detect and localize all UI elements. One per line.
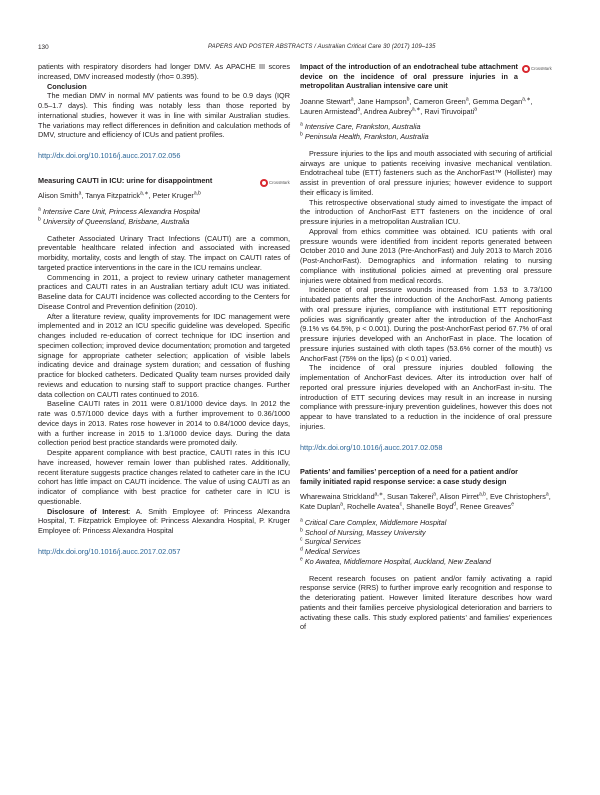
affiliation: $^e$ Ko Awatea, Middlemore Hospital, Auckland, New Zealand <box>300 556 492 566</box>
affiliation: $^a$ Intensive Care Unit, Princess Alexandra Hospital <box>38 206 200 217</box>
affiliation: $^b$ Peninsula Health, Frankston, Australia <box>300 131 429 142</box>
crossmark-badge[interactable] <box>522 64 552 74</box>
author: Peter Kruger <box>152 191 194 201</box>
body-paragraph: Recent research focuses on patient and/or family activating a rapid response service (RRS) to further improve early recognition and response to the deteriorating patient. However limited literature describes how ward patients and their families perceive physiological deterioration and barriers to activating these calls. This study explored patients’ and families’ experiences of <box>300 573 552 632</box>
conclusion-text: The median DMV in normal MV patients was found to be 0.9 days (IQR 0.5–1.7 days). This finding was notably less than those reported by international studies, however it was in line with similar Australian studies. The variations may reflect differences in definition and calculation methods of DMV, structure and efficiency of ICUs and patient profiles. <box>38 91 290 140</box>
article-header-rrs <box>300 467 552 486</box>
body-paragraph: Baseline CAUTI rates in 2011 were 0.81/1000 device days. In 2012 the rate was 0.57/1000 device days with a further improvement to 0.36/1000 device days in 2013. Rates rose however in 2014 to 0.84/1000 device days, with a further increase in 2015 to 1.3/1000 device days. During the data collection period best practice standards were promoted daily. <box>38 399 290 448</box>
page-header <box>38 44 562 54</box>
affiliations-rrs <box>300 518 552 567</box>
right-column <box>300 62 552 632</box>
page-number: 130 <box>38 44 49 51</box>
crossmark-label: CrossMark <box>531 66 552 72</box>
body-paragraph: Despite apparent compliance with best practice, CAUTI rates in this ICU have increased, however remain lower than published rates. Additionally, recent literature suggests practice changes related to catheter care in the ICU cohort has little impact on CAUTI incidence. The value of using CAUTI as an indicator of compliance with best practice for catheter care in ICU is questionable. <box>38 448 290 506</box>
article-title-cauti: Measuring CAUTI in ICU: urine for disappointment <box>38 175 213 185</box>
affiliation: $^a$ Critical Care Complex, Middlemore Hospital <box>300 517 447 527</box>
body-paragraph: Pressure injuries to the lips and mouth associated with securing of artificial airways are unique to patients receiving invasive mechanical ventilation. Endotracheal tube (ETT) fasteners such as the AnchorFast™ (Hollister) may assist in prevention of oral pressure injuries; however evidence to support their efficacy is limited. <box>300 148 552 197</box>
affiliation: $^d$ Medical Services <box>300 546 360 557</box>
affiliation: $^c$ Surgical Services <box>300 537 361 547</box>
body-paragraph: Catheter Associated Urinary Tract Infections (CAUTI) are a common, preventable healthcare related infection and associated with increased morbidity, mortality, costs and length of stay. The impact on CAUTI rates of targeted practice interventions in the care in the ICU remains unclear. <box>38 233 290 272</box>
left-column <box>38 62 290 572</box>
author-list-rrs: Wharewaina Strickland$^{a,∗}$, Susan Takerei$^a$, Alison Pirret$^{a,b}$, Eve Christophers$^a$, Kate Duplan$^a$, Rochelle Avatea$^c$, Shanelle Boyd$^d$, Renee Greaves$^e$ <box>300 492 551 512</box>
crossmark-icon <box>522 65 530 73</box>
body-paragraph: After a literature review, quality improvements for IDC management were implemented and in 2012 an ICU specific guideline was developed. Specific changes included re-education of correct technique for IDC insertion and specimen collection; improved device documentation; promotion and targeted signage for appropriate catheter selection; application of visible labels indicating device and drainage system duration; and cessation of flushing practice for blocked catheters. Dedicated Quality team nurses provided daily reviews and education to nursing staff to support practice changes. Further data collection on CAUTI rates continued to 2016. <box>38 311 290 399</box>
body-paragraph: Incidence of oral pressure wounds increased from 1.53 to 3.73/100 intubated patients after the introduction of the AnchorFast. Among patients with oral pressure injuries, compliance with institutional ETT repositioning policies was significantly greater after the introduction of the AnchorFast (9.1% vs 64.5%, p < 0.001). During the post-AnchorFast period 67.7% of oral pressure injuries developed with an AnchorFast in place. The location of pressure injuries sustained with cloth tapes (53.6% corner of the mouth) vs AnchorFast (75% on the lips) (p < 0.01) varied. <box>300 285 552 363</box>
affiliations-ett <box>300 122 552 142</box>
running-title: PAPERS AND POSTER ABSTRACTS / Australian Critical Care 30 (2017) 109–135 <box>208 44 436 50</box>
affiliation: $^a$ Intensive Care, Frankston, Australia <box>300 121 421 132</box>
body-paragraph: Commencing in 2011, a project to review urinary catheter management practices and CAUTI rates in an Australian tertiary adult ICU was initiated. Baseline data for CAUTI incidence was collected according to the Centers for Disease Control and Prevention definition (2010). <box>38 272 290 311</box>
crossmark-label: CrossMark <box>269 179 290 185</box>
article-title-rrs: Patients’ and families’ perception of a need for a patient and/or family initiated rapid response service: a case study design <box>300 467 518 486</box>
article-title-ett: Impact of the introduction of an endotracheal tube attachment device on the incidence of oral pressure injuries in a metropolitan Australian intensive care unit <box>300 62 518 91</box>
author: Tanya Fitzpatrick <box>85 191 141 201</box>
disclosure-label: Disclosure of Interest <box>47 506 129 516</box>
article-header-ett <box>300 62 552 91</box>
crossmark-badge[interactable] <box>260 178 290 188</box>
disclosure <box>38 507 290 536</box>
crossmark-icon <box>260 179 268 187</box>
doi-link-1[interactable]: http://dx.doi.org/10.1016/j.aucc.2017.02.056 <box>38 151 181 160</box>
author-list-ett: Joanne Stewart$^a$, Jane Hampson$^b$, Cameron Green$^a$, Gemma Degan$^{a,∗}$, Lauren Armistead$^a$, Andrea Aubrey$^{a,∗}$, Ravi Tiruvoipati$^a$ <box>300 96 533 116</box>
author: Alison Smith <box>38 191 79 201</box>
author-list-cauti: Alison Smith$^a$, Tanya Fitzpatrick$^{a,∗}$, Peter Kruger$^{a,b}$ <box>38 190 201 201</box>
doi-link-3[interactable]: http://dx.doi.org/10.1016/j.aucc.2017.02.058 <box>300 442 443 452</box>
body-paragraph: This retrospective observational study aimed to investigate the impact of the introduction of AnchorFast ETT fasteners on the incidence of oral pressure injuries in a metropolitan Australian ICU. <box>300 197 552 227</box>
doi-link-2[interactable]: http://dx.doi.org/10.1016/j.aucc.2017.02.057 <box>38 546 181 556</box>
continued-text: patients with respiratory disorders had longer DMV. As APACHE III scores increased, DMV increased modestly (rho= 0.395). <box>38 62 290 81</box>
affiliation: $^b$ University of Queensland, Brisbane, Australia <box>38 216 190 226</box>
body-paragraph: Approval from ethics committee was obtained. ICU patients with oral pressure wounds were identified from incident reports generated between October 2010 and June 2013 (Pre-AnchorFast) and July 2013 to March 2016 (Post-AnchorFast). Demographics and information relating to nursing compliance with institutional policies aimed at preventing oral pressure injuries were obtained from medical records. <box>300 226 552 285</box>
body-paragraph: The incidence of oral pressure injuries doubled following the implementation of AnchorFast devices. After its introduction over half of reported oral pressure injuries developed with an AnchorFast in-situ. The introduction of ETT securing devices may result in an increase in nursing compliance with pressure-injury prevention guidelines, however this does not appear to have translated to a reduction in the incidence of oral pressure injuries. <box>300 363 552 431</box>
affiliations-cauti <box>38 207 290 227</box>
article-header-cauti <box>38 176 290 186</box>
conclusion-heading: Conclusion <box>47 81 87 91</box>
disclosure-text: : A. Smith Employee of: Princess Alexandra Hospital, T. Fitzpatrick Employee of: Princess Alexandra Hospital, P. Kruger Employee of: Princess Alexandra Hospital <box>38 506 290 536</box>
affiliation: $^b$ School of Nursing, Massey University <box>300 527 426 537</box>
